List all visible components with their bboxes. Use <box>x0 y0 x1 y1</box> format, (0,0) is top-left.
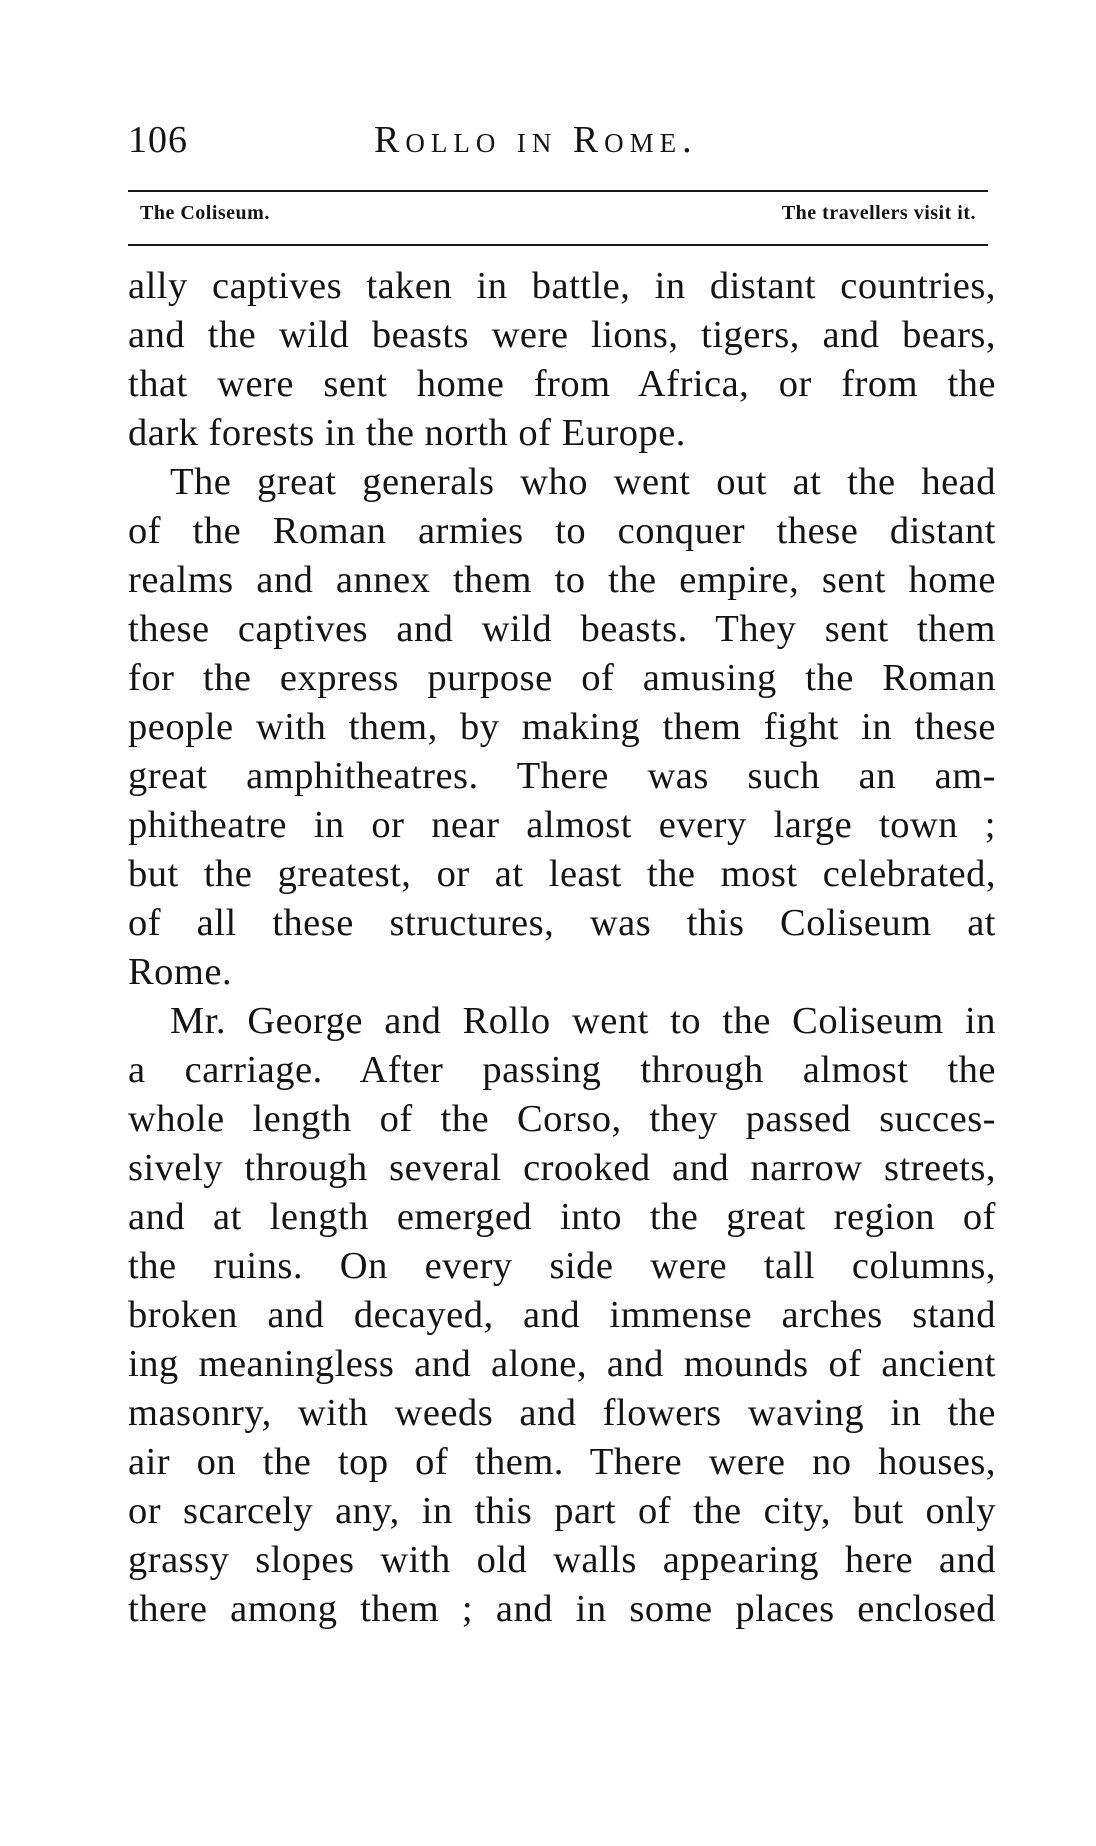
text-line: dark forests in the north of Europe. <box>128 412 686 454</box>
text-line: and at length emerged into the great region of <box>128 1196 996 1238</box>
text-line: and the wild beasts were lions, tigers, and bears, <box>128 314 996 356</box>
text-line: Rome. <box>128 951 233 993</box>
text-line: great amphitheatres. There was such an am- <box>128 755 996 797</box>
text-line: the ruins. On every side were tall columns, <box>128 1245 996 1287</box>
text-line: grassy slopes with old walls appearing here and <box>128 1539 996 1581</box>
running-title: Rollo in Rome. <box>374 119 698 161</box>
text-line: there among them ; and in some places enclosed <box>128 1588 996 1630</box>
page-number: 106 <box>128 119 188 161</box>
text-line: broken and decayed, and immense arches stand <box>128 1294 996 1336</box>
section-subheads <box>140 202 976 236</box>
text-line: Mr. George and Rollo went to the Coliseum in <box>170 1000 996 1042</box>
text-line: The great generals who went out at the head <box>170 461 996 503</box>
subhead-right: The travellers visit it. <box>781 202 976 224</box>
body-text <box>128 262 996 1634</box>
subhead-left: The Coliseum. <box>140 202 270 224</box>
text-line: people with them, by making them fight in these <box>128 706 996 748</box>
text-line: but the greatest, or at least the most celebrated, <box>128 853 996 895</box>
text-line: phitheatre in or near almost every large town ; <box>128 804 996 846</box>
text-line: of the Roman armies to conquer these distant <box>128 510 996 552</box>
text-line: a carriage. After passing through almost the <box>128 1049 996 1091</box>
text-line: for the express purpose of amusing the Roman <box>128 657 996 699</box>
header-rule-top <box>128 190 988 192</box>
text-line: these captives and wild beasts. They sent them <box>128 608 996 650</box>
text-line: ing meaningless and alone, and mounds of ancient <box>128 1343 996 1385</box>
text-line: of all these structures, was this Coliseum at <box>128 902 996 944</box>
text-line: that were sent home from Africa, or from the <box>128 363 996 405</box>
text-line: sively through several crooked and narrow streets, <box>128 1147 996 1189</box>
text-line: or scarcely any, in this part of the city, but only <box>128 1490 996 1532</box>
text-line: air on the top of them. There were no houses, <box>128 1441 996 1483</box>
page-header <box>128 118 988 178</box>
text-line: realms and annex them to the empire, sent home <box>128 559 996 601</box>
text-line: masonry, with weeds and flowers waving in the <box>128 1392 996 1434</box>
header-rule-bottom <box>128 244 988 246</box>
text-line: ally captives taken in battle, in distant countries, <box>128 265 996 307</box>
text-line: whole length of the Corso, they passed succes- <box>128 1098 996 1140</box>
